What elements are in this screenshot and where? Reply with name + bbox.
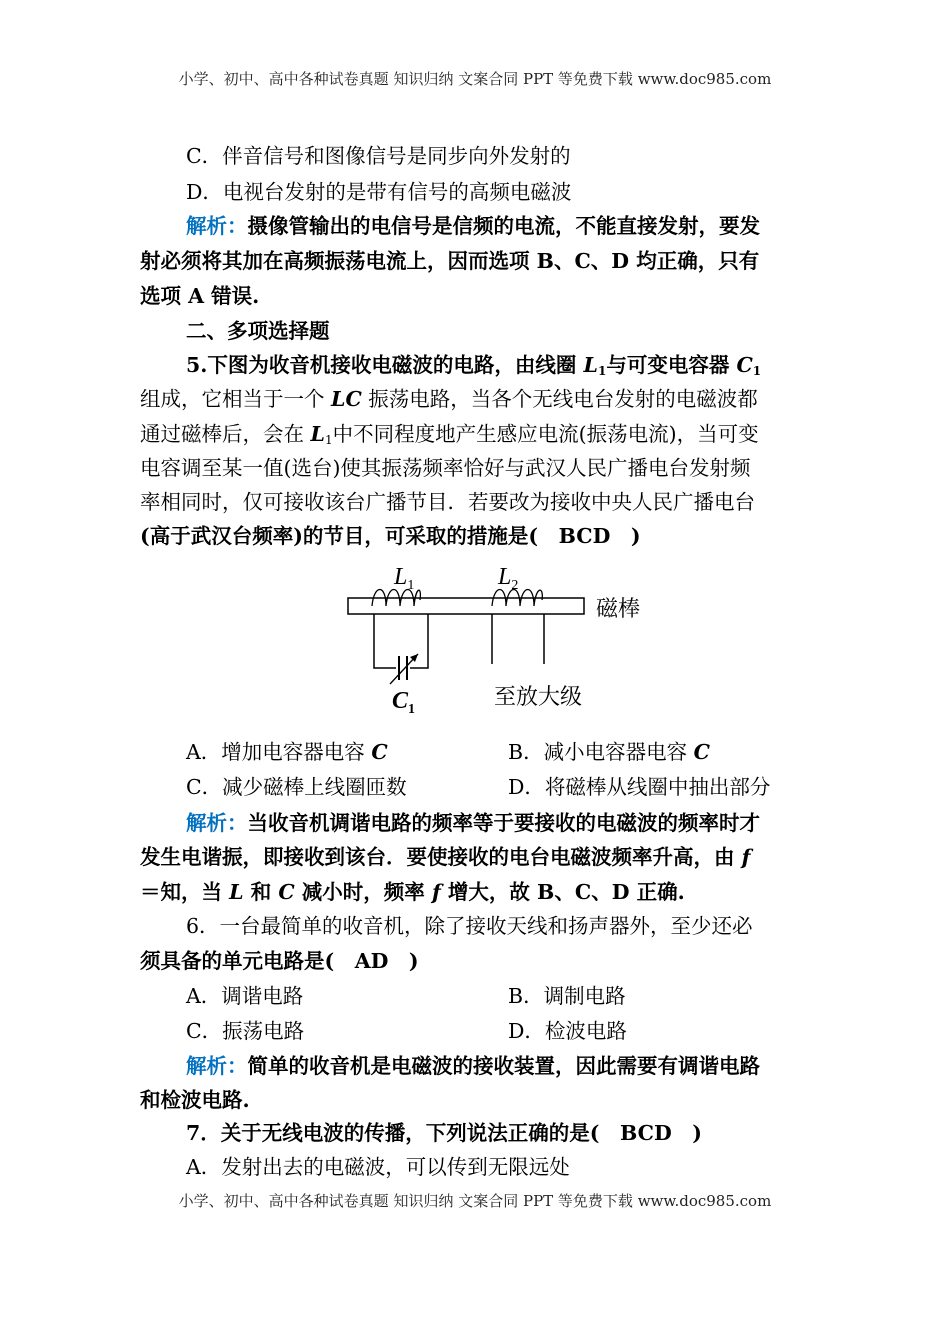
- var-L: L: [229, 880, 244, 904]
- q5-line3: [140, 422, 759, 447]
- var-C: C: [693, 740, 710, 764]
- analysis-text: 增大，故 B、C、D 正确.: [440, 880, 685, 904]
- q5-line2: [140, 387, 758, 412]
- var-L: L: [583, 353, 598, 377]
- q4-analysis-line2: 射必须将其加在高频振荡电流上，因而选项 B、C、D 均正确，只有: [140, 249, 760, 273]
- q5-line1: [186, 353, 761, 378]
- analysis-label: 解析：: [186, 811, 248, 835]
- analysis-label: 解析：: [186, 214, 248, 238]
- q5-option-d: D．将磁棒从线圈中抽出部分: [508, 775, 771, 799]
- q6-option-c: C．振荡电路: [186, 1019, 305, 1043]
- analysis-text: 减小时，频率: [294, 880, 432, 904]
- q5-analysis-line3: [140, 880, 685, 905]
- q5-line4: 电容调至某一值(选台)使其振荡频率恰好与武汉人民广播电台发射频: [140, 456, 751, 480]
- magnetic-rod: [348, 598, 584, 614]
- analysis-text: 简单的收音机是电磁波的接收装置，因此需要有调谐电路: [247, 1054, 760, 1078]
- sub-1: 1: [597, 364, 607, 378]
- page-header: 小学、初中、高中各种试卷真题 知识归纳 文案合同 PPT 等免费下载 www.doc985.com: [178, 70, 772, 88]
- sub-1: 1: [752, 364, 762, 378]
- q5-line5: 率相同时，仅可接收该台广播节目．若要改为接收中央人民广播电台: [140, 490, 755, 514]
- q5-option-a: [186, 740, 388, 765]
- option-text: A．增加电容器电容: [186, 740, 372, 764]
- label-l1: $L_1$: [394, 564, 415, 593]
- var-L: L: [310, 422, 325, 446]
- analysis-text: 和: [243, 880, 279, 904]
- q6-analysis-line2: 和检波电路.: [140, 1088, 250, 1112]
- label-rod: 磁棒: [596, 597, 640, 622]
- analysis-text: ＝知，当: [140, 880, 230, 904]
- q5-text: 振荡电路，当各个无线电台发射的电磁波都: [361, 387, 758, 411]
- lc-circuit-diagram: [340, 560, 640, 720]
- section-title: 二、多项选择题: [186, 319, 330, 343]
- q5-option-b: [508, 740, 710, 765]
- var-LC: LC: [331, 387, 362, 411]
- q6-line2: 须具备的单元电路是( AD ): [140, 949, 419, 973]
- analysis-text: 摄像管输出的电信号是信频的电流，不能直接发射，要发: [247, 214, 760, 238]
- q5-text: 中不同程度地产生感应电流(振荡电流)，当可变: [332, 422, 759, 446]
- q6-option-b: B．调制电路: [508, 984, 626, 1008]
- var-C: C: [278, 880, 295, 904]
- q4-analysis-line3: 选项 A 错误.: [140, 284, 260, 308]
- q5-analysis-line1: [186, 811, 760, 836]
- q5-option-c: C．减少磁棒上线圈匝数: [186, 775, 407, 799]
- option-text: B．减小电容器电容: [508, 740, 694, 764]
- q6-option-a: A．调谐电路: [186, 984, 304, 1008]
- label-c1: $C_1$: [392, 688, 416, 717]
- var-f: f: [431, 880, 441, 904]
- q5-line6: (高于武汉台频率)的节目，可采取的措施是( BCD ): [140, 524, 641, 548]
- q4-option-c: C．伴音信号和图像信号是同步向外发射的: [186, 144, 571, 168]
- q4-option-d: D．电视台发射的是带有信号的高频电磁波: [186, 180, 572, 204]
- q5-text: 组成，它相当于一个: [140, 387, 332, 411]
- label-l2: $L_2$: [498, 564, 519, 593]
- page-footer: 小学、初中、高中各种试卷真题 知识归纳 文案合同 PPT 等免费下载 www.doc985.com: [178, 1192, 772, 1210]
- sub-1: 1: [324, 433, 333, 447]
- var-f: f: [741, 845, 751, 869]
- analysis-text: 发生电谐振，即接收到该台．要使接收的电台电磁波频率升高，由: [140, 845, 742, 869]
- q7-line1: 7．关于无线电波的传播，下列说法正确的是( BCD ): [186, 1121, 702, 1145]
- label-amplifier: 至放大级: [494, 685, 583, 710]
- var-C: C: [371, 740, 388, 764]
- q6-option-d: D．检波电路: [508, 1019, 627, 1043]
- q6-line1: 6．一台最简单的收音机，除了接收天线和扬声器外，至少还必: [186, 914, 753, 938]
- q5-text: 与可变电容器: [606, 353, 737, 377]
- wire: [374, 614, 396, 668]
- q4-analysis-line1: [186, 214, 760, 239]
- q5-text: 通过磁棒后，会在: [140, 422, 311, 446]
- analysis-text: 当收音机调谐电路的频率等于要接收的电磁波的频率时才: [247, 811, 760, 835]
- analysis-label: 解析：: [186, 1054, 248, 1078]
- var-C: C: [736, 353, 753, 377]
- q7-option-a: A．发射出去的电磁波，可以传到无限远处: [186, 1155, 570, 1179]
- q5-analysis-line2: [140, 845, 750, 870]
- q5-text: 5.下图为收音机接收电磁波的电路，由线圈: [186, 353, 584, 377]
- q6-analysis-line1: [186, 1054, 760, 1079]
